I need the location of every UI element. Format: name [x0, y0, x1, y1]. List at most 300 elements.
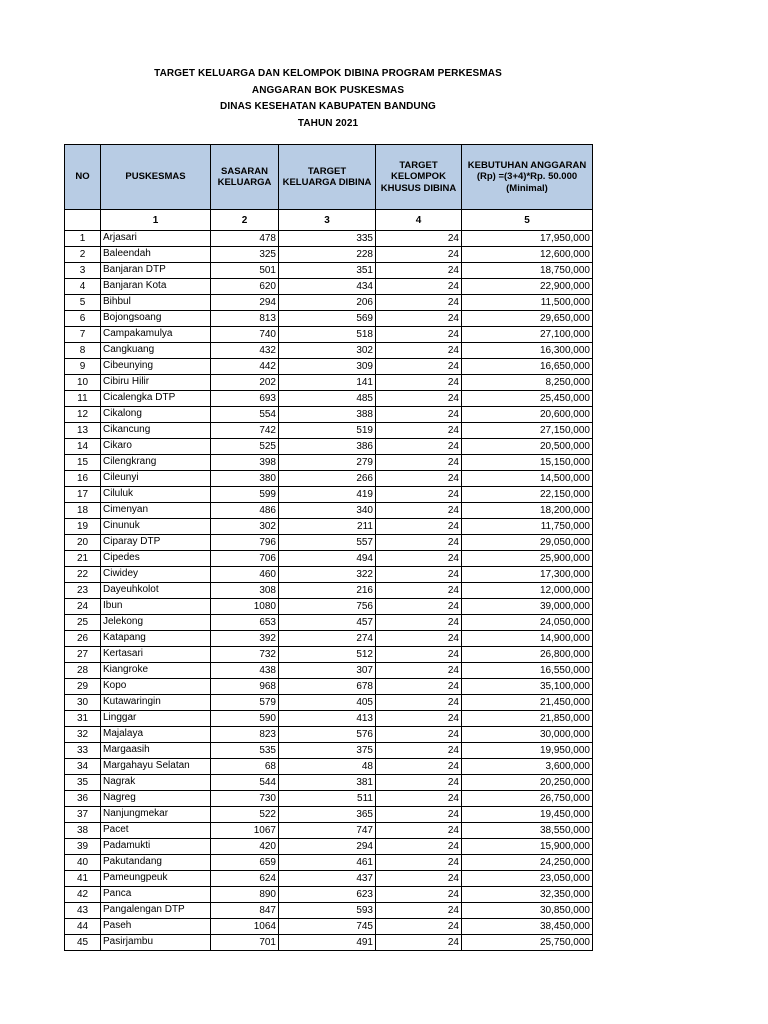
no-cell: 31 [65, 711, 101, 727]
title-line-4: TAHUN 2021 [297, 117, 359, 129]
target-kelompok-cell: 24 [376, 311, 462, 327]
target-keluarga-cell: 340 [279, 503, 376, 519]
anggaran-cell: 18,750,000 [462, 263, 593, 279]
no-cell: 33 [65, 743, 101, 759]
anggaran-cell: 16,650,000 [462, 359, 593, 375]
puskesmas-cell: Cibeunying [101, 359, 211, 375]
target-keluarga-cell: 511 [279, 791, 376, 807]
no-cell: 10 [65, 375, 101, 391]
table-row [65, 279, 593, 295]
puskesmas-cell: Banjaran Kota [101, 279, 211, 295]
sasaran-cell: 438 [211, 663, 279, 679]
target-keluarga-cell: 623 [279, 887, 376, 903]
sasaran-cell: 308 [211, 583, 279, 599]
target-kelompok-cell: 24 [376, 919, 462, 935]
puskesmas-cell: Cangkuang [101, 343, 211, 359]
sasaran-cell: 796 [211, 535, 279, 551]
no-cell: 19 [65, 519, 101, 535]
anggaran-cell: 39,000,000 [462, 599, 593, 615]
target-keluarga-cell: 576 [279, 727, 376, 743]
no-cell: 28 [65, 663, 101, 679]
index-cell: 2 [211, 210, 279, 231]
no-cell: 23 [65, 583, 101, 599]
no-cell: 41 [65, 871, 101, 887]
anggaran-cell: 30,850,000 [462, 903, 593, 919]
puskesmas-cell: Pakutandang [101, 855, 211, 871]
puskesmas-cell: Baleendah [101, 247, 211, 263]
sasaran-cell: 653 [211, 615, 279, 631]
puskesmas-cell: Cibiru Hilir [101, 375, 211, 391]
anggaran-cell: 29,050,000 [462, 535, 593, 551]
index-cell [65, 210, 101, 231]
anggaran-cell: 32,350,000 [462, 887, 593, 903]
table-row [65, 903, 593, 919]
no-cell: 35 [65, 775, 101, 791]
target-kelompok-cell: 24 [376, 263, 462, 279]
table-row [65, 791, 593, 807]
sasaran-cell: 620 [211, 279, 279, 295]
target-keluarga-cell: 678 [279, 679, 376, 695]
target-kelompok-cell: 24 [376, 599, 462, 615]
table-row [65, 711, 593, 727]
puskesmas-cell: Kopo [101, 679, 211, 695]
sasaran-cell: 501 [211, 263, 279, 279]
no-cell: 42 [65, 887, 101, 903]
table-row [65, 375, 593, 391]
no-cell: 8 [65, 343, 101, 359]
puskesmas-cell: Cipedes [101, 551, 211, 567]
header-kebutuhan-anggaran: KEBUTUHAN ANGGARAN (Rp) =(3+4)*Rp. 50.000 (Minimal) [462, 145, 593, 210]
target-kelompok-cell: 24 [376, 327, 462, 343]
target-kelompok-cell: 24 [376, 935, 462, 951]
target-kelompok-cell: 24 [376, 359, 462, 375]
anggaran-cell: 26,800,000 [462, 647, 593, 663]
target-keluarga-cell: 294 [279, 839, 376, 855]
puskesmas-cell: Kertasari [101, 647, 211, 663]
anggaran-cell: 24,250,000 [462, 855, 593, 871]
index-cell: 3 [279, 210, 376, 231]
puskesmas-cell: Dayeuhkolot [101, 583, 211, 599]
table-row [65, 935, 593, 951]
target-keluarga-cell: 335 [279, 231, 376, 247]
target-kelompok-cell: 24 [376, 423, 462, 439]
table-row [65, 343, 593, 359]
target-keluarga-cell: 279 [279, 455, 376, 471]
table-row [65, 519, 593, 535]
no-cell: 44 [65, 919, 101, 935]
sasaran-cell: 392 [211, 631, 279, 647]
anggaran-cell: 20,600,000 [462, 407, 593, 423]
no-cell: 27 [65, 647, 101, 663]
sasaran-cell: 325 [211, 247, 279, 263]
table-row [65, 919, 593, 935]
target-keluarga-cell: 461 [279, 855, 376, 871]
index-cell: 4 [376, 210, 462, 231]
target-kelompok-cell: 24 [376, 759, 462, 775]
target-keluarga-cell: 381 [279, 775, 376, 791]
no-cell: 21 [65, 551, 101, 567]
anggaran-cell: 27,150,000 [462, 423, 593, 439]
anggaran-cell: 25,750,000 [462, 935, 593, 951]
table-row [65, 503, 593, 519]
table-row [65, 727, 593, 743]
target-kelompok-cell: 24 [376, 471, 462, 487]
sasaran-cell: 706 [211, 551, 279, 567]
sasaran-cell: 1080 [211, 599, 279, 615]
puskesmas-cell: Margahayu Selatan [101, 759, 211, 775]
header-sasaran-keluarga: SASARAN KELUARGA [211, 145, 279, 210]
anggaran-cell: 20,250,000 [462, 775, 593, 791]
puskesmas-cell: Margaasih [101, 743, 211, 759]
puskesmas-cell: Banjaran DTP [101, 263, 211, 279]
target-kelompok-cell: 24 [376, 727, 462, 743]
no-cell: 20 [65, 535, 101, 551]
target-kelompok-cell: 24 [376, 279, 462, 295]
target-keluarga-cell: 211 [279, 519, 376, 535]
table-row [65, 455, 593, 471]
puskesmas-cell: Cileunyi [101, 471, 211, 487]
sasaran-cell: 525 [211, 439, 279, 455]
target-kelompok-cell: 24 [376, 855, 462, 871]
no-cell: 12 [65, 407, 101, 423]
target-kelompok-cell: 24 [376, 839, 462, 855]
target-keluarga-cell: 351 [279, 263, 376, 279]
anggaran-cell: 11,500,000 [462, 295, 593, 311]
header-puskesmas: PUSKESMAS [101, 145, 211, 210]
sasaran-cell: 478 [211, 231, 279, 247]
puskesmas-cell: Paseh [101, 919, 211, 935]
table-row [65, 615, 593, 631]
index-cell: 1 [101, 210, 211, 231]
target-kelompok-cell: 24 [376, 407, 462, 423]
puskesmas-cell: Cinunuk [101, 519, 211, 535]
target-kelompok-cell: 24 [376, 663, 462, 679]
target-keluarga-cell: 747 [279, 823, 376, 839]
target-kelompok-cell: 24 [376, 247, 462, 263]
no-cell: 36 [65, 791, 101, 807]
target-kelompok-cell: 24 [376, 775, 462, 791]
target-kelompok-cell: 24 [376, 615, 462, 631]
no-cell: 11 [65, 391, 101, 407]
table-row [65, 487, 593, 503]
anggaran-cell: 16,300,000 [462, 343, 593, 359]
anggaran-cell: 30,000,000 [462, 727, 593, 743]
header-target-keluarga: TARGET KELUARGA DIBINA [279, 145, 376, 210]
target-kelompok-cell: 24 [376, 791, 462, 807]
sasaran-cell: 535 [211, 743, 279, 759]
anggaran-cell: 8,250,000 [462, 375, 593, 391]
sasaran-cell: 202 [211, 375, 279, 391]
no-cell: 25 [65, 615, 101, 631]
puskesmas-cell: Jelekong [101, 615, 211, 631]
no-cell: 2 [65, 247, 101, 263]
target-kelompok-cell: 24 [376, 871, 462, 887]
target-kelompok-cell: 24 [376, 295, 462, 311]
no-cell: 43 [65, 903, 101, 919]
target-keluarga-cell: 386 [279, 439, 376, 455]
target-kelompok-cell: 24 [376, 391, 462, 407]
table-row [65, 775, 593, 791]
no-cell: 30 [65, 695, 101, 711]
table-row [65, 471, 593, 487]
table-row [65, 391, 593, 407]
no-cell: 4 [65, 279, 101, 295]
puskesmas-cell: Bihbul [101, 295, 211, 311]
table-row [65, 759, 593, 775]
puskesmas-cell: Nagreg [101, 791, 211, 807]
sasaran-cell: 486 [211, 503, 279, 519]
anggaran-cell: 29,650,000 [462, 311, 593, 327]
sasaran-cell: 701 [211, 935, 279, 951]
anggaran-cell: 16,550,000 [462, 663, 593, 679]
no-cell: 24 [65, 599, 101, 615]
target-kelompok-cell: 24 [376, 231, 462, 247]
anggaran-cell: 3,600,000 [462, 759, 593, 775]
anggaran-cell: 12,000,000 [462, 583, 593, 599]
puskesmas-cell: Nanjungmekar [101, 807, 211, 823]
no-cell: 17 [65, 487, 101, 503]
budget-table [64, 144, 593, 951]
column-index-row [65, 210, 593, 231]
sasaran-cell: 579 [211, 695, 279, 711]
table-row [65, 599, 593, 615]
table-row [65, 839, 593, 855]
target-keluarga-cell: 557 [279, 535, 376, 551]
table-row [65, 263, 593, 279]
puskesmas-cell: Majalaya [101, 727, 211, 743]
sasaran-cell: 968 [211, 679, 279, 695]
anggaran-cell: 20,500,000 [462, 439, 593, 455]
table-row [65, 695, 593, 711]
target-keluarga-cell: 518 [279, 327, 376, 343]
no-cell: 26 [65, 631, 101, 647]
target-kelompok-cell: 24 [376, 823, 462, 839]
target-kelompok-cell: 24 [376, 743, 462, 759]
anggaran-cell: 17,950,000 [462, 231, 593, 247]
sasaran-cell: 294 [211, 295, 279, 311]
sasaran-cell: 432 [211, 343, 279, 359]
table-row [65, 359, 593, 375]
target-kelompok-cell: 24 [376, 455, 462, 471]
sasaran-cell: 732 [211, 647, 279, 663]
target-keluarga-cell: 274 [279, 631, 376, 647]
target-keluarga-cell: 48 [279, 759, 376, 775]
target-kelompok-cell: 24 [376, 695, 462, 711]
no-cell: 29 [65, 679, 101, 695]
puskesmas-cell: Padamukti [101, 839, 211, 855]
title-line-1: TARGET KELUARGA DAN KELOMPOK DIBINA PROGRAM PERKESMAS [154, 68, 502, 79]
puskesmas-cell: Pasirjambu [101, 935, 211, 951]
target-kelompok-cell: 24 [376, 375, 462, 391]
no-cell: 22 [65, 567, 101, 583]
anggaran-cell: 22,150,000 [462, 487, 593, 503]
anggaran-cell: 12,600,000 [462, 247, 593, 263]
sasaran-cell: 742 [211, 423, 279, 439]
no-cell: 37 [65, 807, 101, 823]
target-keluarga-cell: 745 [279, 919, 376, 935]
anggaran-cell: 38,450,000 [462, 919, 593, 935]
table-row [65, 743, 593, 759]
target-keluarga-cell: 206 [279, 295, 376, 311]
table-row [65, 855, 593, 871]
table-row [65, 231, 593, 247]
target-keluarga-cell: 322 [279, 567, 376, 583]
puskesmas-cell: Kiangroke [101, 663, 211, 679]
sasaran-cell: 823 [211, 727, 279, 743]
anggaran-cell: 11,750,000 [462, 519, 593, 535]
puskesmas-cell: Ciwidey [101, 567, 211, 583]
puskesmas-cell: Ciparay DTP [101, 535, 211, 551]
target-keluarga-cell: 569 [279, 311, 376, 327]
sasaran-cell: 1064 [211, 919, 279, 935]
no-cell: 34 [65, 759, 101, 775]
anggaran-cell: 24,050,000 [462, 615, 593, 631]
table-row [65, 439, 593, 455]
no-cell: 16 [65, 471, 101, 487]
target-kelompok-cell: 24 [376, 679, 462, 695]
no-cell: 13 [65, 423, 101, 439]
anggaran-cell: 19,950,000 [462, 743, 593, 759]
puskesmas-cell: Campakamulya [101, 327, 211, 343]
title-line-2: ANGGARAN BOK PUSKESMAS [251, 84, 405, 96]
target-kelompok-cell: 24 [376, 807, 462, 823]
target-keluarga-cell: 309 [279, 359, 376, 375]
target-keluarga-cell: 388 [279, 407, 376, 423]
no-cell: 38 [65, 823, 101, 839]
anggaran-cell: 26,750,000 [462, 791, 593, 807]
target-kelompok-cell: 24 [376, 519, 462, 535]
target-kelompok-cell: 24 [376, 647, 462, 663]
anggaran-cell: 22,900,000 [462, 279, 593, 295]
no-cell: 7 [65, 327, 101, 343]
target-keluarga-cell: 756 [279, 599, 376, 615]
table-row [65, 551, 593, 567]
puskesmas-cell: Nagrak [101, 775, 211, 791]
no-cell: 15 [65, 455, 101, 471]
anggaran-cell: 21,850,000 [462, 711, 593, 727]
no-cell: 1 [65, 231, 101, 247]
anggaran-cell: 27,100,000 [462, 327, 593, 343]
target-kelompok-cell: 24 [376, 343, 462, 359]
target-kelompok-cell: 24 [376, 711, 462, 727]
target-keluarga-cell: 485 [279, 391, 376, 407]
table-row [65, 871, 593, 887]
table-row [65, 327, 593, 343]
target-keluarga-cell: 302 [279, 343, 376, 359]
anggaran-cell: 14,500,000 [462, 471, 593, 487]
no-cell: 14 [65, 439, 101, 455]
target-keluarga-cell: 216 [279, 583, 376, 599]
title-line-3: DINAS KESEHATAN KABUPATEN BANDUNG [220, 101, 436, 112]
table-row [65, 679, 593, 695]
puskesmas-cell: Ciluluk [101, 487, 211, 503]
table-row [65, 407, 593, 423]
sasaran-cell: 847 [211, 903, 279, 919]
target-keluarga-cell: 491 [279, 935, 376, 951]
target-keluarga-cell: 307 [279, 663, 376, 679]
sasaran-cell: 624 [211, 871, 279, 887]
no-cell: 18 [65, 503, 101, 519]
target-keluarga-cell: 512 [279, 647, 376, 663]
header-target-kelompok: TARGET KELOMPOK KHUSUS DIBINA [376, 145, 462, 210]
sasaran-cell: 544 [211, 775, 279, 791]
target-keluarga-cell: 141 [279, 375, 376, 391]
anggaran-cell: 25,900,000 [462, 551, 593, 567]
target-keluarga-cell: 375 [279, 743, 376, 759]
puskesmas-cell: Cilengkrang [101, 455, 211, 471]
target-kelompok-cell: 24 [376, 903, 462, 919]
anggaran-cell: 15,900,000 [462, 839, 593, 855]
target-keluarga-cell: 405 [279, 695, 376, 711]
table-row [65, 647, 593, 663]
sasaran-cell: 420 [211, 839, 279, 855]
target-kelompok-cell: 24 [376, 567, 462, 583]
puskesmas-cell: Bojongsoang [101, 311, 211, 327]
puskesmas-cell: Ibun [101, 599, 211, 615]
anggaran-cell: 15,150,000 [462, 455, 593, 471]
puskesmas-cell: Pameungpeuk [101, 871, 211, 887]
anggaran-cell: 23,050,000 [462, 871, 593, 887]
table-row [65, 583, 593, 599]
anggaran-cell: 38,550,000 [462, 823, 593, 839]
puskesmas-cell: Panca [101, 887, 211, 903]
target-keluarga-cell: 434 [279, 279, 376, 295]
sasaran-cell: 68 [211, 759, 279, 775]
table-row [65, 535, 593, 551]
anggaran-cell: 19,450,000 [462, 807, 593, 823]
no-cell: 39 [65, 839, 101, 855]
puskesmas-cell: Pacet [101, 823, 211, 839]
puskesmas-cell: Linggar [101, 711, 211, 727]
target-keluarga-cell: 593 [279, 903, 376, 919]
table-row [65, 631, 593, 647]
sasaran-cell: 398 [211, 455, 279, 471]
table-row [65, 295, 593, 311]
target-kelompok-cell: 24 [376, 551, 462, 567]
no-cell: 32 [65, 727, 101, 743]
puskesmas-cell: Pangalengan DTP [101, 903, 211, 919]
target-keluarga-cell: 494 [279, 551, 376, 567]
anggaran-cell: 25,450,000 [462, 391, 593, 407]
target-kelompok-cell: 24 [376, 631, 462, 647]
no-cell: 6 [65, 311, 101, 327]
anggaran-cell: 21,450,000 [462, 695, 593, 711]
no-cell: 5 [65, 295, 101, 311]
anggaran-cell: 18,200,000 [462, 503, 593, 519]
puskesmas-cell: Cikaro [101, 439, 211, 455]
target-kelompok-cell: 24 [376, 487, 462, 503]
no-cell: 9 [65, 359, 101, 375]
puskesmas-cell: Kutawaringin [101, 695, 211, 711]
puskesmas-cell: Cikancung [101, 423, 211, 439]
puskesmas-cell: Arjasari [101, 231, 211, 247]
table-row [65, 823, 593, 839]
target-kelompok-cell: 24 [376, 503, 462, 519]
table-row [65, 887, 593, 903]
sasaran-cell: 590 [211, 711, 279, 727]
puskesmas-cell: Cicalengka DTP [101, 391, 211, 407]
puskesmas-cell: Katapang [101, 631, 211, 647]
anggaran-cell: 14,900,000 [462, 631, 593, 647]
sasaran-cell: 460 [211, 567, 279, 583]
sasaran-cell: 1067 [211, 823, 279, 839]
target-keluarga-cell: 437 [279, 871, 376, 887]
sasaran-cell: 659 [211, 855, 279, 871]
no-cell: 40 [65, 855, 101, 871]
target-keluarga-cell: 519 [279, 423, 376, 439]
anggaran-cell: 35,100,000 [462, 679, 593, 695]
no-cell: 3 [65, 263, 101, 279]
